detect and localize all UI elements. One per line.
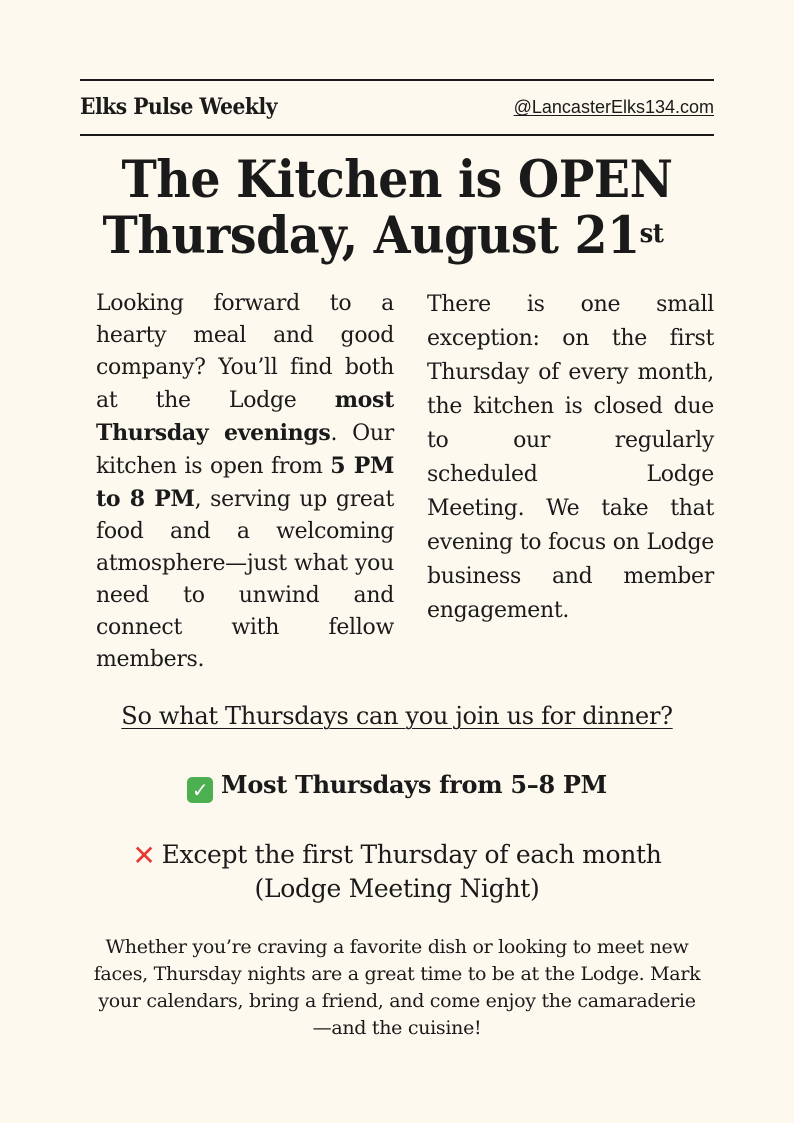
cross-mark-icon: ✕ [132, 839, 156, 872]
headline-line-1: The Kitchen is OPEN [121, 150, 673, 210]
closing-paragraph: Whether you’re craving a favorite dish or looking to meet new faces, Thursday nights are a great time to be at the Lodge. Mark your calendars, bring a friend, and come enjoy the camaraderie—and the cuisine! [93, 936, 701, 1039]
schedule-no-text-line-1: Except the first Thursday of each month [161, 840, 662, 869]
left-bold-days: most Thursday evenings [96, 387, 394, 446]
masthead-bottom-rule [80, 134, 714, 136]
masthead-title: Elks Pulse Weekly [80, 94, 278, 120]
website-link[interactable]: @LancasterElks134.com [513, 97, 714, 117]
left-mid: . Our kitchen is open from [96, 421, 394, 479]
headline-date: Thursday, August 21 [102, 206, 640, 266]
headline-line-2 [1, 208, 765, 264]
schedule-yes-text: Most Thursdays from 5–8 PM [221, 770, 607, 799]
left-intro: Looking forward to a hearty meal and good company? You’ll find both at the Lodge [96, 291, 394, 413]
left-bold-hours: 5 PM to 8 PM [96, 453, 394, 512]
left-column-paragraph [96, 288, 394, 676]
right-column [427, 288, 714, 628]
headline [0, 152, 794, 264]
schedule-no-text-line-2: (Lodge Meeting Night) [254, 874, 540, 903]
left-end: , serving up great food and a welcoming atmosphere—just what you need to unwind and connect with fellow members. [96, 487, 394, 672]
schedule-question: So what Thursdays can you join us for dinner? [121, 702, 673, 730]
masthead-top-rule [80, 79, 714, 81]
headline-ordinal: st [639, 219, 664, 249]
left-column [96, 288, 394, 676]
schedule-no [0, 838, 794, 905]
schedule-yes [0, 770, 794, 803]
right-column-paragraph: There is one small exception: on the first Thursday of every month, the kitchen is closed due to our regularly scheduled Lodge Meeting. We take that evening to focus on Lodge business and member engagement. [427, 292, 714, 623]
check-mark-icon: ✓ [187, 777, 213, 803]
